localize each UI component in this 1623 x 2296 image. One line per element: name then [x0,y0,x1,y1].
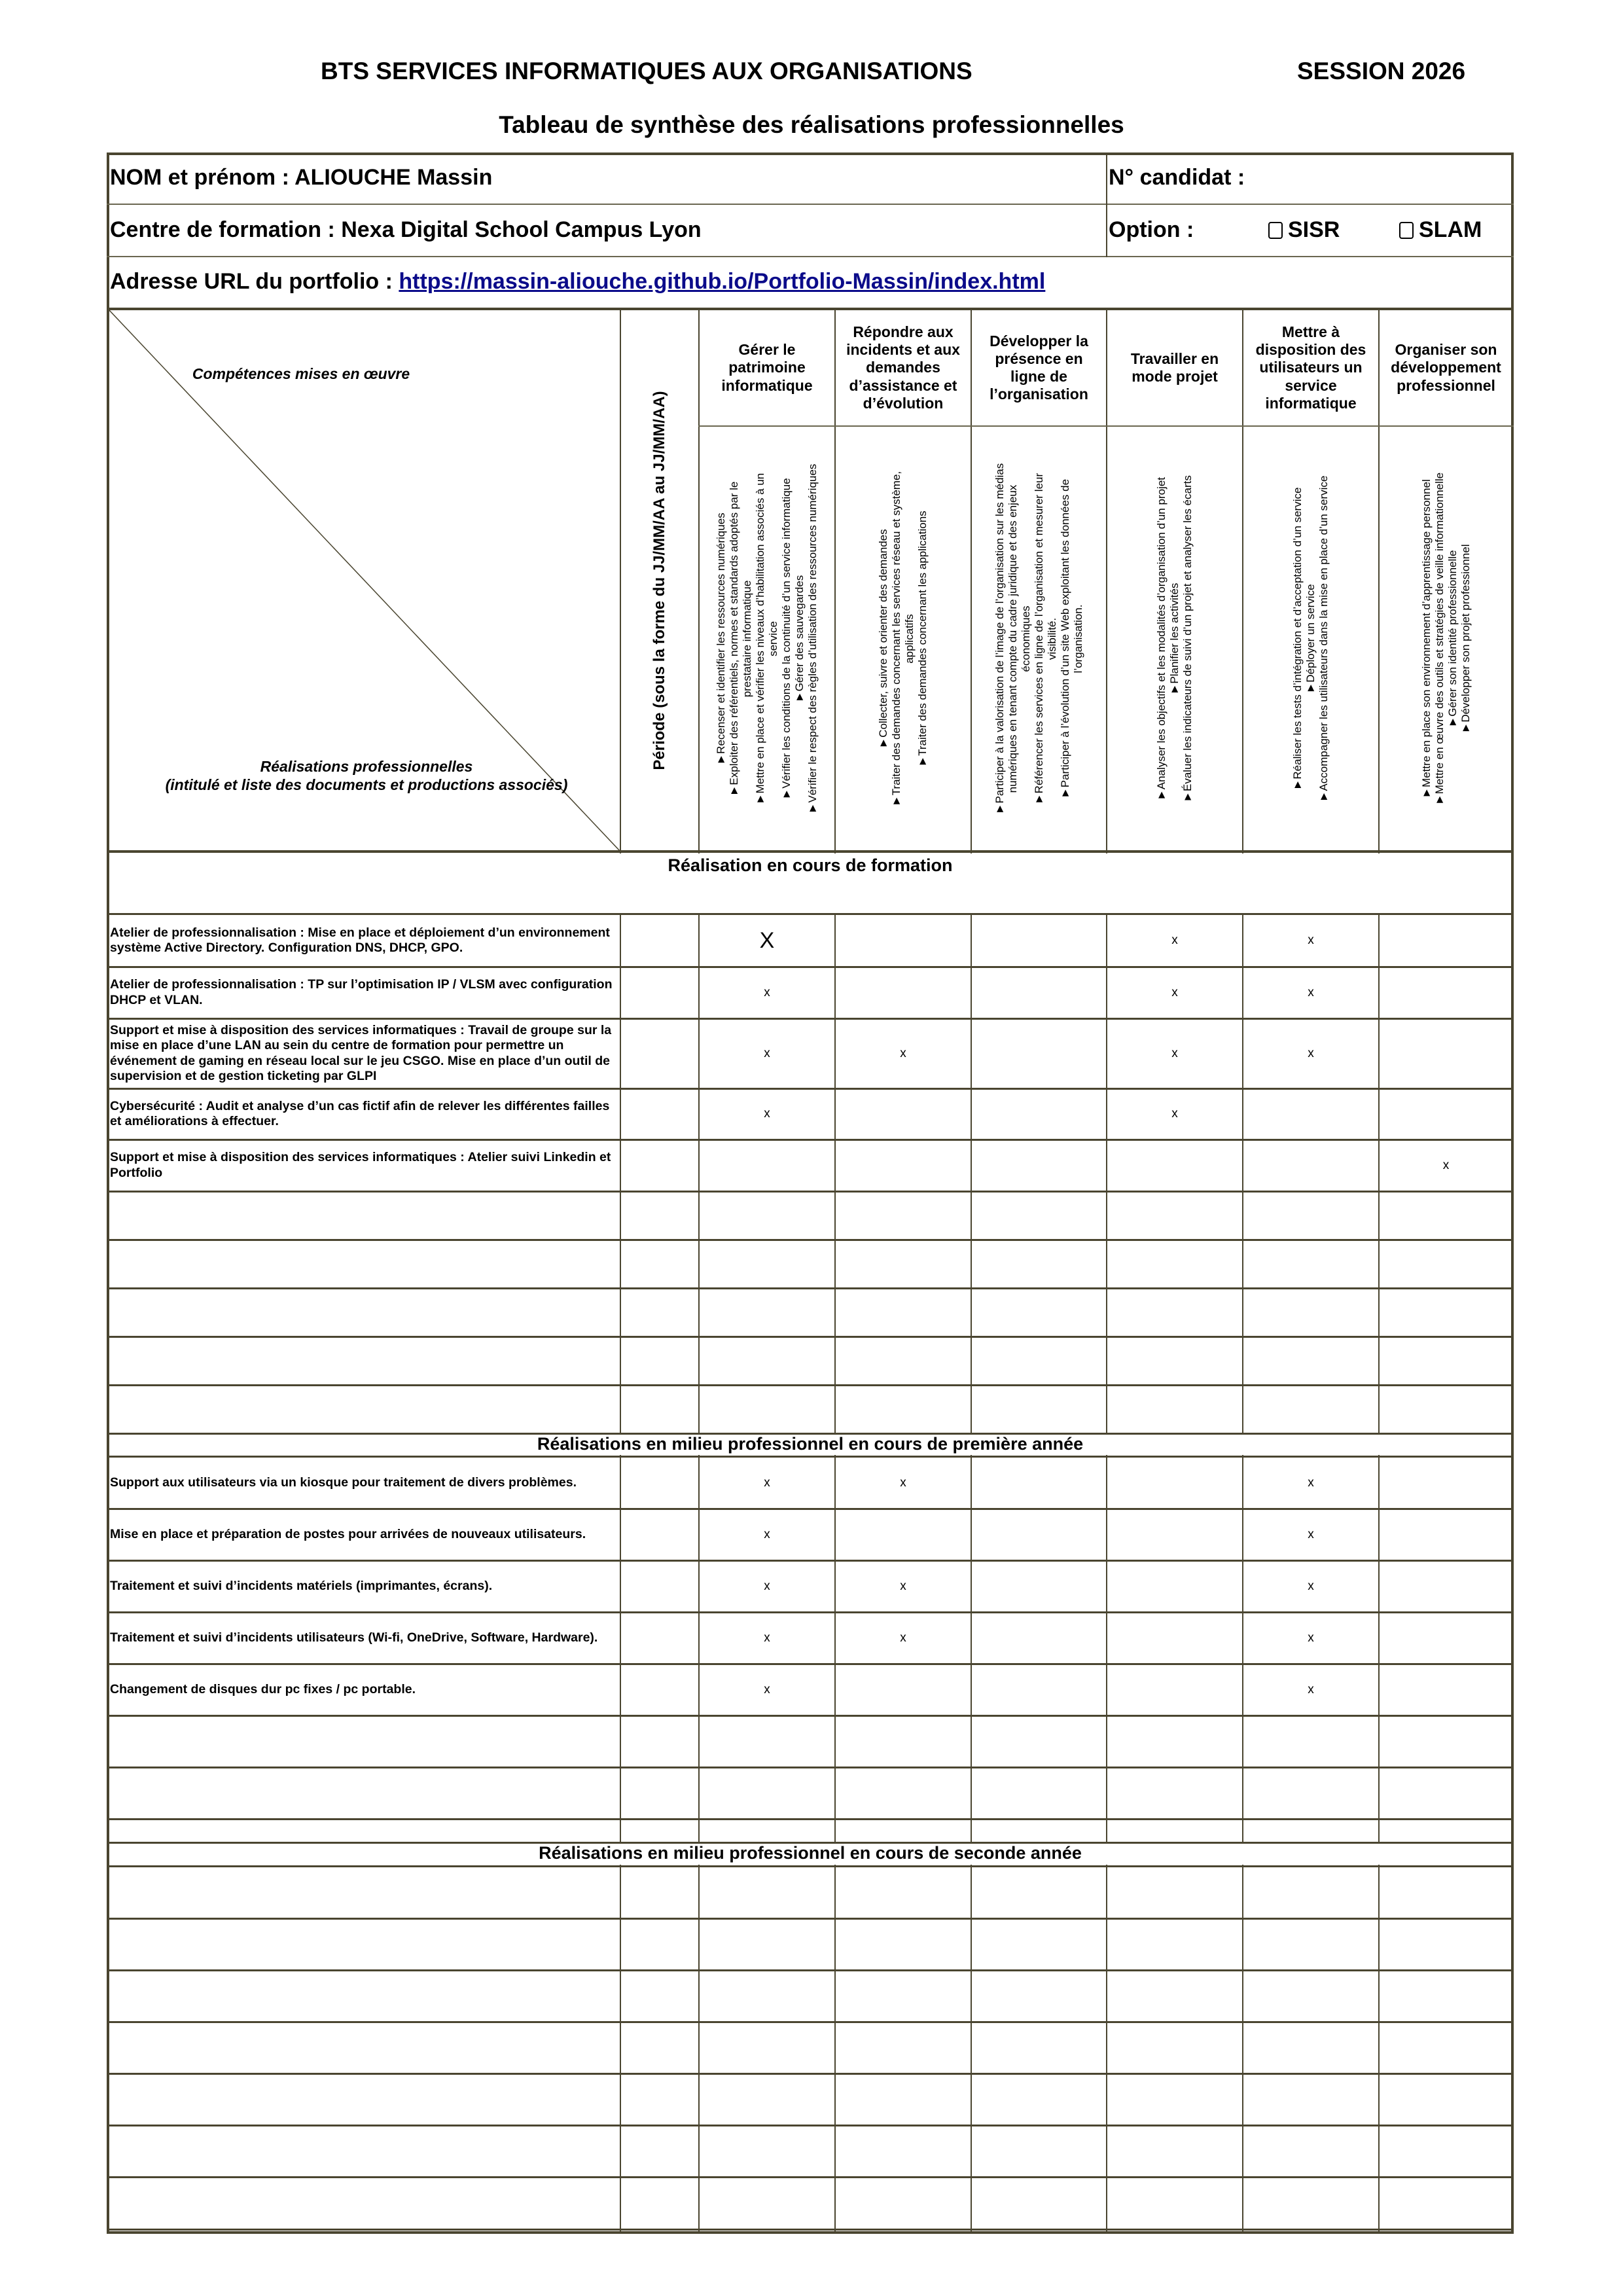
competency-mark-cell[interactable] [836,1715,971,1767]
competency-mark-cell[interactable]: x [1308,1579,1314,1593]
competency-mark-cell[interactable]: x [764,1475,770,1490]
period-cell[interactable] [621,2125,698,2177]
competency-mark-cell[interactable]: x [900,1475,906,1490]
competency-mark-cell[interactable]: x [1308,985,1314,999]
period-label: Période (sous la forme du JJ/MM/AA au JJ/MM/AA) [651,390,668,770]
session-label: SESSION 2026 [1297,58,1466,84]
competency-mark-cell[interactable] [700,2073,834,2125]
divider [107,204,1514,205]
competency-mark-cell[interactable] [700,2177,834,2229]
competency-items-list: ►Recenser et identifier les ressources numériques ►Exploiter des référentiels, normes et standards adoptés par le prestataire informatique ►Mettre en place et vérifier les niveaux d’habilitation associés à un service ►Vérifier les conditions de la continuité d’un service informatique ►Gérer des sauvegardes ►Vérifier le respect des règles d’utilisation des ressources numériques [714,463,819,814]
competency-mark-cell[interactable] [972,2073,1106,2125]
competency-mark-cell[interactable] [1107,1288,1242,1336]
competency-mark-cell[interactable] [1243,1088,1378,1139]
competency-mark-cell[interactable] [700,1385,834,1433]
competency-title: Mettre à disposition des utilisateurs un service informatique [1255,323,1366,412]
competency-mark-cell[interactable] [836,1867,971,1918]
period-cell[interactable] [621,1918,698,1970]
competency-mark-cell[interactable] [972,1767,1106,1819]
period-cell[interactable] [621,1240,698,1288]
portfolio-row [110,269,1045,295]
competency-mark-cell[interactable] [1380,1457,1512,1509]
sisr-label: SISR [1288,217,1340,242]
competency-mark-cell[interactable] [1107,1509,1242,1560]
competency-mark-cell[interactable] [836,2073,971,2125]
sisr-checkbox[interactable] [1268,222,1283,239]
competency-mark-cell[interactable] [1380,1715,1512,1767]
period-header [621,310,698,850]
competency-mark-cell[interactable] [1380,1336,1512,1385]
competency-mark-cell[interactable] [700,1970,834,2022]
competency-mark-cell[interactable] [836,2125,971,2177]
competency-mark-cell[interactable] [1107,1385,1242,1433]
competency-mark-cell[interactable] [972,1088,1106,1139]
competency-mark-cell[interactable]: x [1308,933,1314,947]
competency-mark-cell[interactable] [700,1240,834,1288]
competency-title: Répondre aux incidents et aux demandes d’assistance et d’évolution [846,323,960,412]
competency-mark-cell[interactable] [972,2022,1106,2073]
table-row-label[interactable]: Atelier de professionnalisation : TP sur l’optimisation IP / VLSM avec configuration DHCP et VLAN. [110,977,613,1007]
table-row-label[interactable]: Support aux utilisateurs via un kiosque pour traitement de divers problèmes. [110,1475,577,1490]
competency-title: Organiser son développement professionnel [1391,341,1501,394]
option-label: Option : [1109,217,1194,242]
competency-mark-cell[interactable] [972,2177,1106,2229]
competency-mark-cell[interactable] [1380,1867,1512,1918]
competency-mark-cell[interactable] [836,1088,971,1139]
competency-mark-cell[interactable]: x [764,1630,770,1645]
competency-mark-cell[interactable] [972,1918,1106,1970]
period-cell[interactable] [621,1715,698,1767]
competency-mark-cell[interactable] [972,967,1106,1018]
divider [107,256,1514,257]
competency-mark-cell[interactable] [836,914,971,967]
competency-mark-cell[interactable] [1107,2073,1242,2125]
competency-mark-cell[interactable] [972,1018,1106,1088]
period-cell[interactable] [621,1970,698,2022]
section-title: Réalisations en milieu professionnel en cours de première année [537,1434,1084,1454]
competency-mark-cell[interactable] [1107,1139,1242,1191]
competency-mark-cell[interactable] [1107,1867,1242,1918]
competency-mark-cell[interactable] [1380,1970,1512,2022]
competency-mark-cell[interactable] [1107,1560,1242,1612]
period-cell[interactable] [621,1018,698,1088]
period-cell[interactable] [621,1191,698,1240]
competency-mark-cell[interactable]: x [764,985,770,999]
period-cell[interactable] [621,1560,698,1612]
competency-items [700,427,834,850]
competency-mark-cell[interactable] [836,1385,971,1433]
portfolio-label: Adresse URL du portfolio : [110,269,399,294]
period-cell[interactable] [621,2177,698,2229]
competency-mark-cell[interactable] [700,1288,834,1336]
competency-mark-cell[interactable] [1243,1767,1378,1819]
table-row-label[interactable] [110,2177,617,2229]
competency-mark-cell[interactable] [1107,1612,1242,1664]
competency-items-list: ►Analyser les objectifs et les modalités d’organisation d’un projet ►Planifier les activités ►Évaluer les indicateurs de suivi d’un projet et analyser les écarts [1154,475,1194,802]
period-cell[interactable] [621,1509,698,1560]
competency-mark-cell[interactable]: X [759,927,775,953]
training-center: Centre de formation : Nexa Digital School Campus Lyon [110,217,702,242]
divider [1106,152,1107,257]
candidate-number-field[interactable] [1243,165,1492,191]
competency-mark-cell[interactable] [972,1560,1106,1612]
competency-mark-cell[interactable]: x [1171,1046,1178,1060]
table-row-label[interactable] [110,1970,617,2022]
competency-mark-cell[interactable] [1107,1715,1242,1767]
competency-mark-cell[interactable] [1243,1970,1378,2022]
competency-mark-cell[interactable] [972,1139,1106,1191]
competency-mark-cell[interactable] [1380,1767,1512,1819]
table-row-label[interactable] [110,1867,617,1918]
competency-items [972,427,1106,850]
competency-mark-cell[interactable] [700,1139,834,1191]
section-title: Réalisation en cours de formation [668,855,953,875]
competency-mark-cell[interactable] [972,1867,1106,1918]
competency-mark-cell[interactable] [1107,1970,1242,2022]
table-row-label[interactable]: Mise en place et préparation de postes pour arrivées de nouveaux utilisateurs. [110,1526,586,1541]
competency-mark-cell[interactable] [1380,1288,1512,1336]
period-cell[interactable] [621,1867,698,1918]
competency-mark-cell[interactable] [700,1191,834,1240]
period-cell[interactable] [621,2073,698,2125]
divider [107,2229,1514,2231]
competency-mark-cell[interactable] [1243,2125,1378,2177]
competency-mark-cell[interactable] [1107,2177,1242,2229]
table-row-label[interactable] [110,1240,617,1288]
competency-mark-cell[interactable] [972,2125,1106,2177]
competency-mark-cell[interactable] [972,1240,1106,1288]
competency-mark-cell[interactable]: x [764,1046,770,1060]
competency-items [836,427,971,850]
competency-mark-cell[interactable] [836,1336,971,1385]
competency-mark-cell[interactable] [1243,1385,1378,1433]
competency-mark-cell[interactable]: x [1171,985,1178,999]
competency-mark-cell[interactable] [836,1139,971,1191]
table-row-label[interactable]: Traitement et suivi d’incidents matériels (imprimantes, écrans). [110,1578,493,1593]
table-row-label[interactable]: Support et mise à disposition des services informatiques : Travail de groupe sur la mise en place d’une LAN au sein du centre de formation pour permettre un événement de gaming en réseau local sur le jeu CSGO. Mise en place d’un outil de supervision et de gestion ticketing par GLPI [110,1022,612,1083]
period-cell[interactable] [621,914,698,967]
competency-mark-cell[interactable] [836,1918,971,1970]
competency-mark-cell[interactable] [836,2177,971,2229]
competency-mark-cell[interactable] [1107,2022,1242,2073]
competency-mark-cell[interactable] [972,1336,1106,1385]
period-cell[interactable] [621,1767,698,1819]
competency-mark-cell[interactable] [1107,1918,1242,1970]
exam-title: BTS SERVICES INFORMATIQUES AUX ORGANISATIONS [321,58,972,84]
competency-mark-cell[interactable] [1380,1664,1512,1715]
competency-title: Développer la présence en ligne de l’organisation [990,332,1088,403]
option-slam[interactable] [1399,217,1482,243]
competency-mark-cell[interactable] [972,1715,1106,1767]
competency-mark-cell[interactable] [1107,1336,1242,1385]
portfolio-link[interactable]: https://massin-aliouche.github.io/Portfolio-Massin/index.html [399,269,1046,294]
competency-mark-cell[interactable] [1380,967,1512,1018]
competency-mark-cell[interactable] [700,2125,834,2177]
competency-mark-cell[interactable] [972,1288,1106,1336]
table-row-label[interactable]: Traitement et suivi d’incidents utilisateurs (Wi-fi, OneDrive, Software, Hardware). [110,1630,598,1645]
competency-items [1107,427,1242,850]
competency-mark-cell[interactable] [1243,1918,1378,1970]
competency-mark-cell[interactable] [1243,1139,1378,1191]
table-row-label[interactable]: Support et mise à disposition des services informatiques : Atelier suivi Linkedin et Portfolio [110,1150,611,1180]
competency-items-list: ►Collecter, suivre et orienter des demandes ►Traiter des demandes concernant les services réseau et système, applicatifs ►Traiter des demandes concernant les applications [876,471,929,806]
competency-mark-cell[interactable] [1380,2022,1512,2073]
competency-mark-cell[interactable] [836,1509,971,1560]
competency-mark-cell[interactable]: x [1308,1046,1314,1060]
competency-mark-cell[interactable] [836,2022,971,2073]
competency-mark-cell[interactable] [1107,1191,1242,1240]
competency-mark-cell[interactable] [1107,1240,1242,1288]
competency-mark-cell[interactable] [1380,2177,1512,2229]
competency-mark-cell[interactable] [1107,2125,1242,2177]
competency-mark-cell[interactable] [1380,1191,1512,1240]
realisations-subtitle: (intitulé et liste des documents et productions associés) [165,776,568,793]
competency-mark-cell[interactable] [1243,1288,1378,1336]
competency-mark-cell[interactable]: x [1308,1630,1314,1645]
competency-items-list: ►Réaliser les tests d’intégration et d’acceptation d’un service ►Déployer un service ►Accompagner les utilisateurs dans la mise en place d’un service [1291,475,1330,802]
competency-mark-cell[interactable] [972,914,1106,967]
competency-mark-cell[interactable] [1380,1385,1512,1433]
competency-mark-cell[interactable] [836,1240,971,1288]
slam-checkbox[interactable] [1399,222,1414,239]
table-row-label[interactable] [110,1191,617,1240]
section-title: Réalisations en milieu professionnel en cours de seconde année [539,1843,1082,1863]
competency-mark-cell[interactable]: x [764,1579,770,1593]
table-row-label[interactable] [110,1385,617,1433]
competency-mark-cell[interactable]: x [1308,1475,1314,1490]
competency-mark-cell[interactable] [972,1191,1106,1240]
competency-mark-cell[interactable]: x [764,1527,770,1541]
divider [107,1818,1514,1820]
competency-mark-cell[interactable]: x [1308,1527,1314,1541]
competency-mark-cell[interactable] [1243,1867,1378,1918]
table-row-label[interactable] [110,1715,617,1767]
competency-mark-cell[interactable] [1243,1240,1378,1288]
competency-mark-cell[interactable] [700,1867,834,1918]
option-sisr[interactable] [1268,217,1340,243]
competency-mark-cell[interactable] [972,1457,1106,1509]
competency-mark-cell[interactable] [836,1664,971,1715]
competency-mark-cell[interactable] [1380,1240,1512,1288]
competency-mark-cell[interactable] [1243,1336,1378,1385]
period-cell[interactable] [621,1336,698,1385]
table-row-label[interactable] [110,1767,617,1819]
period-cell[interactable] [621,1139,698,1191]
competency-mark-cell[interactable] [700,1715,834,1767]
competency-mark-cell[interactable] [836,1970,971,2022]
competency-mark-cell[interactable] [1380,1018,1512,1088]
competency-mark-cell[interactable]: x [900,1579,906,1593]
competency-mark-cell[interactable] [1380,1918,1512,1970]
table-row-label[interactable]: Atelier de professionnalisation : Mise en place et déploiement d’un environnement système Active Directory. Configuration DNS, DHCP, GPO. [110,925,610,955]
competency-mark-cell[interactable] [972,1664,1106,1715]
competences-label: Compétences mises en œuvre [192,365,410,382]
competency-mark-cell[interactable] [1243,1715,1378,1767]
competency-mark-cell[interactable] [972,1385,1106,1433]
competency-mark-cell[interactable] [1107,1457,1242,1509]
competency-mark-cell[interactable] [1380,1612,1512,1664]
competency-mark-cell[interactable]: x [900,1630,906,1645]
competency-mark-cell[interactable]: x [1171,1107,1178,1121]
table-row-label[interactable] [110,2073,617,2125]
competency-mark-cell[interactable] [1380,2073,1512,2125]
competency-items-list: ►Mettre en place son environnement d’apprentissage personnel ►Mettre en œuvre des outils et stratégies de veille informationnelle ►Gérer son identité professionnelle ►Développer son projet professionnel [1419,472,1472,805]
competency-mark-cell[interactable] [836,1288,971,1336]
competency-mark-cell[interactable] [700,1767,834,1819]
competency-mark-cell[interactable] [700,1336,834,1385]
period-cell[interactable] [621,967,698,1018]
table-row-label[interactable] [110,1336,617,1385]
competency-mark-cell[interactable] [972,1509,1106,1560]
competency-mark-cell[interactable] [972,1612,1106,1664]
period-cell[interactable] [621,2022,698,2073]
competency-mark-cell[interactable] [836,1767,971,1819]
competency-mark-cell[interactable] [1243,2177,1378,2229]
competency-mark-cell[interactable] [1380,1560,1512,1612]
competency-mark-cell[interactable] [700,2022,834,2073]
period-cell[interactable] [621,1612,698,1664]
period-cell[interactable] [621,1457,698,1509]
competency-mark-cell[interactable]: x [764,1682,770,1696]
slam-label: SLAM [1419,217,1482,242]
period-cell[interactable] [621,1288,698,1336]
table-row-label[interactable] [110,1918,617,1970]
competency-mark-cell[interactable] [1380,1088,1512,1139]
competency-mark-cell[interactable]: x [1442,1158,1450,1172]
competency-mark-cell[interactable] [972,1970,1106,2022]
competency-title: Travailler en mode projet [1130,350,1219,385]
competency-mark-cell[interactable]: x [1308,1682,1314,1696]
period-cell[interactable] [621,1664,698,1715]
table-row-label[interactable] [110,1288,617,1336]
competency-mark-cell[interactable] [836,967,971,1018]
competency-mark-cell[interactable] [1380,914,1512,967]
competency-mark-cell[interactable] [1107,1664,1242,1715]
competency-mark-cell[interactable] [836,1191,971,1240]
competency-items [1380,427,1512,850]
candidate-number-label: N° candidat : [1109,165,1245,190]
competency-items [1243,427,1378,850]
competency-mark-cell[interactable] [700,1918,834,1970]
realisations-label [115,758,618,794]
competency-mark-cell[interactable] [1243,1191,1378,1240]
competency-mark-cell[interactable]: x [900,1046,906,1060]
period-cell[interactable] [621,1088,698,1139]
table-row-label[interactable]: Cybersécurité : Audit et analyse d’un cas fictif afin de relever les différentes failles et améliorations à effectuer. [110,1098,610,1128]
candidate-name: NOM et prénom : ALIOUCHE Massin [110,165,493,190]
competency-title: Gérer le patrimoine informatique [721,341,813,394]
competency-mark-cell[interactable] [1107,1767,1242,1819]
competency-mark-cell[interactable] [1380,1509,1512,1560]
competency-mark-cell[interactable] [1243,2073,1378,2125]
competency-mark-cell[interactable]: x [764,1107,770,1121]
competency-mark-cell[interactable] [1380,2125,1512,2177]
competency-items-list: ►Participer à la valorisation de l’image de l’organisation sur les médias numériques en tenant compte du cadre juridique et des enjeux économiques ►Référencer les services en ligne de l’organisation et mesurer leur visibilité. ►Participer à l’évolution d’un site Web exploitant les données de l’organisation. [993,463,1084,814]
table-row-label[interactable] [110,2022,617,2073]
competency-mark-cell[interactable]: x [1171,933,1178,947]
period-cell[interactable] [621,1385,698,1433]
table-row-label[interactable]: Changement de disques dur pc fixes / pc portable. [110,1681,416,1696]
realisations-title: Réalisations professionnelles [260,758,473,775]
competency-mark-cell[interactable] [1243,2022,1378,2073]
document-subtitle: Tableau de synthèse des réalisations professionnelles [499,111,1124,138]
table-row-label[interactable] [110,2125,617,2177]
